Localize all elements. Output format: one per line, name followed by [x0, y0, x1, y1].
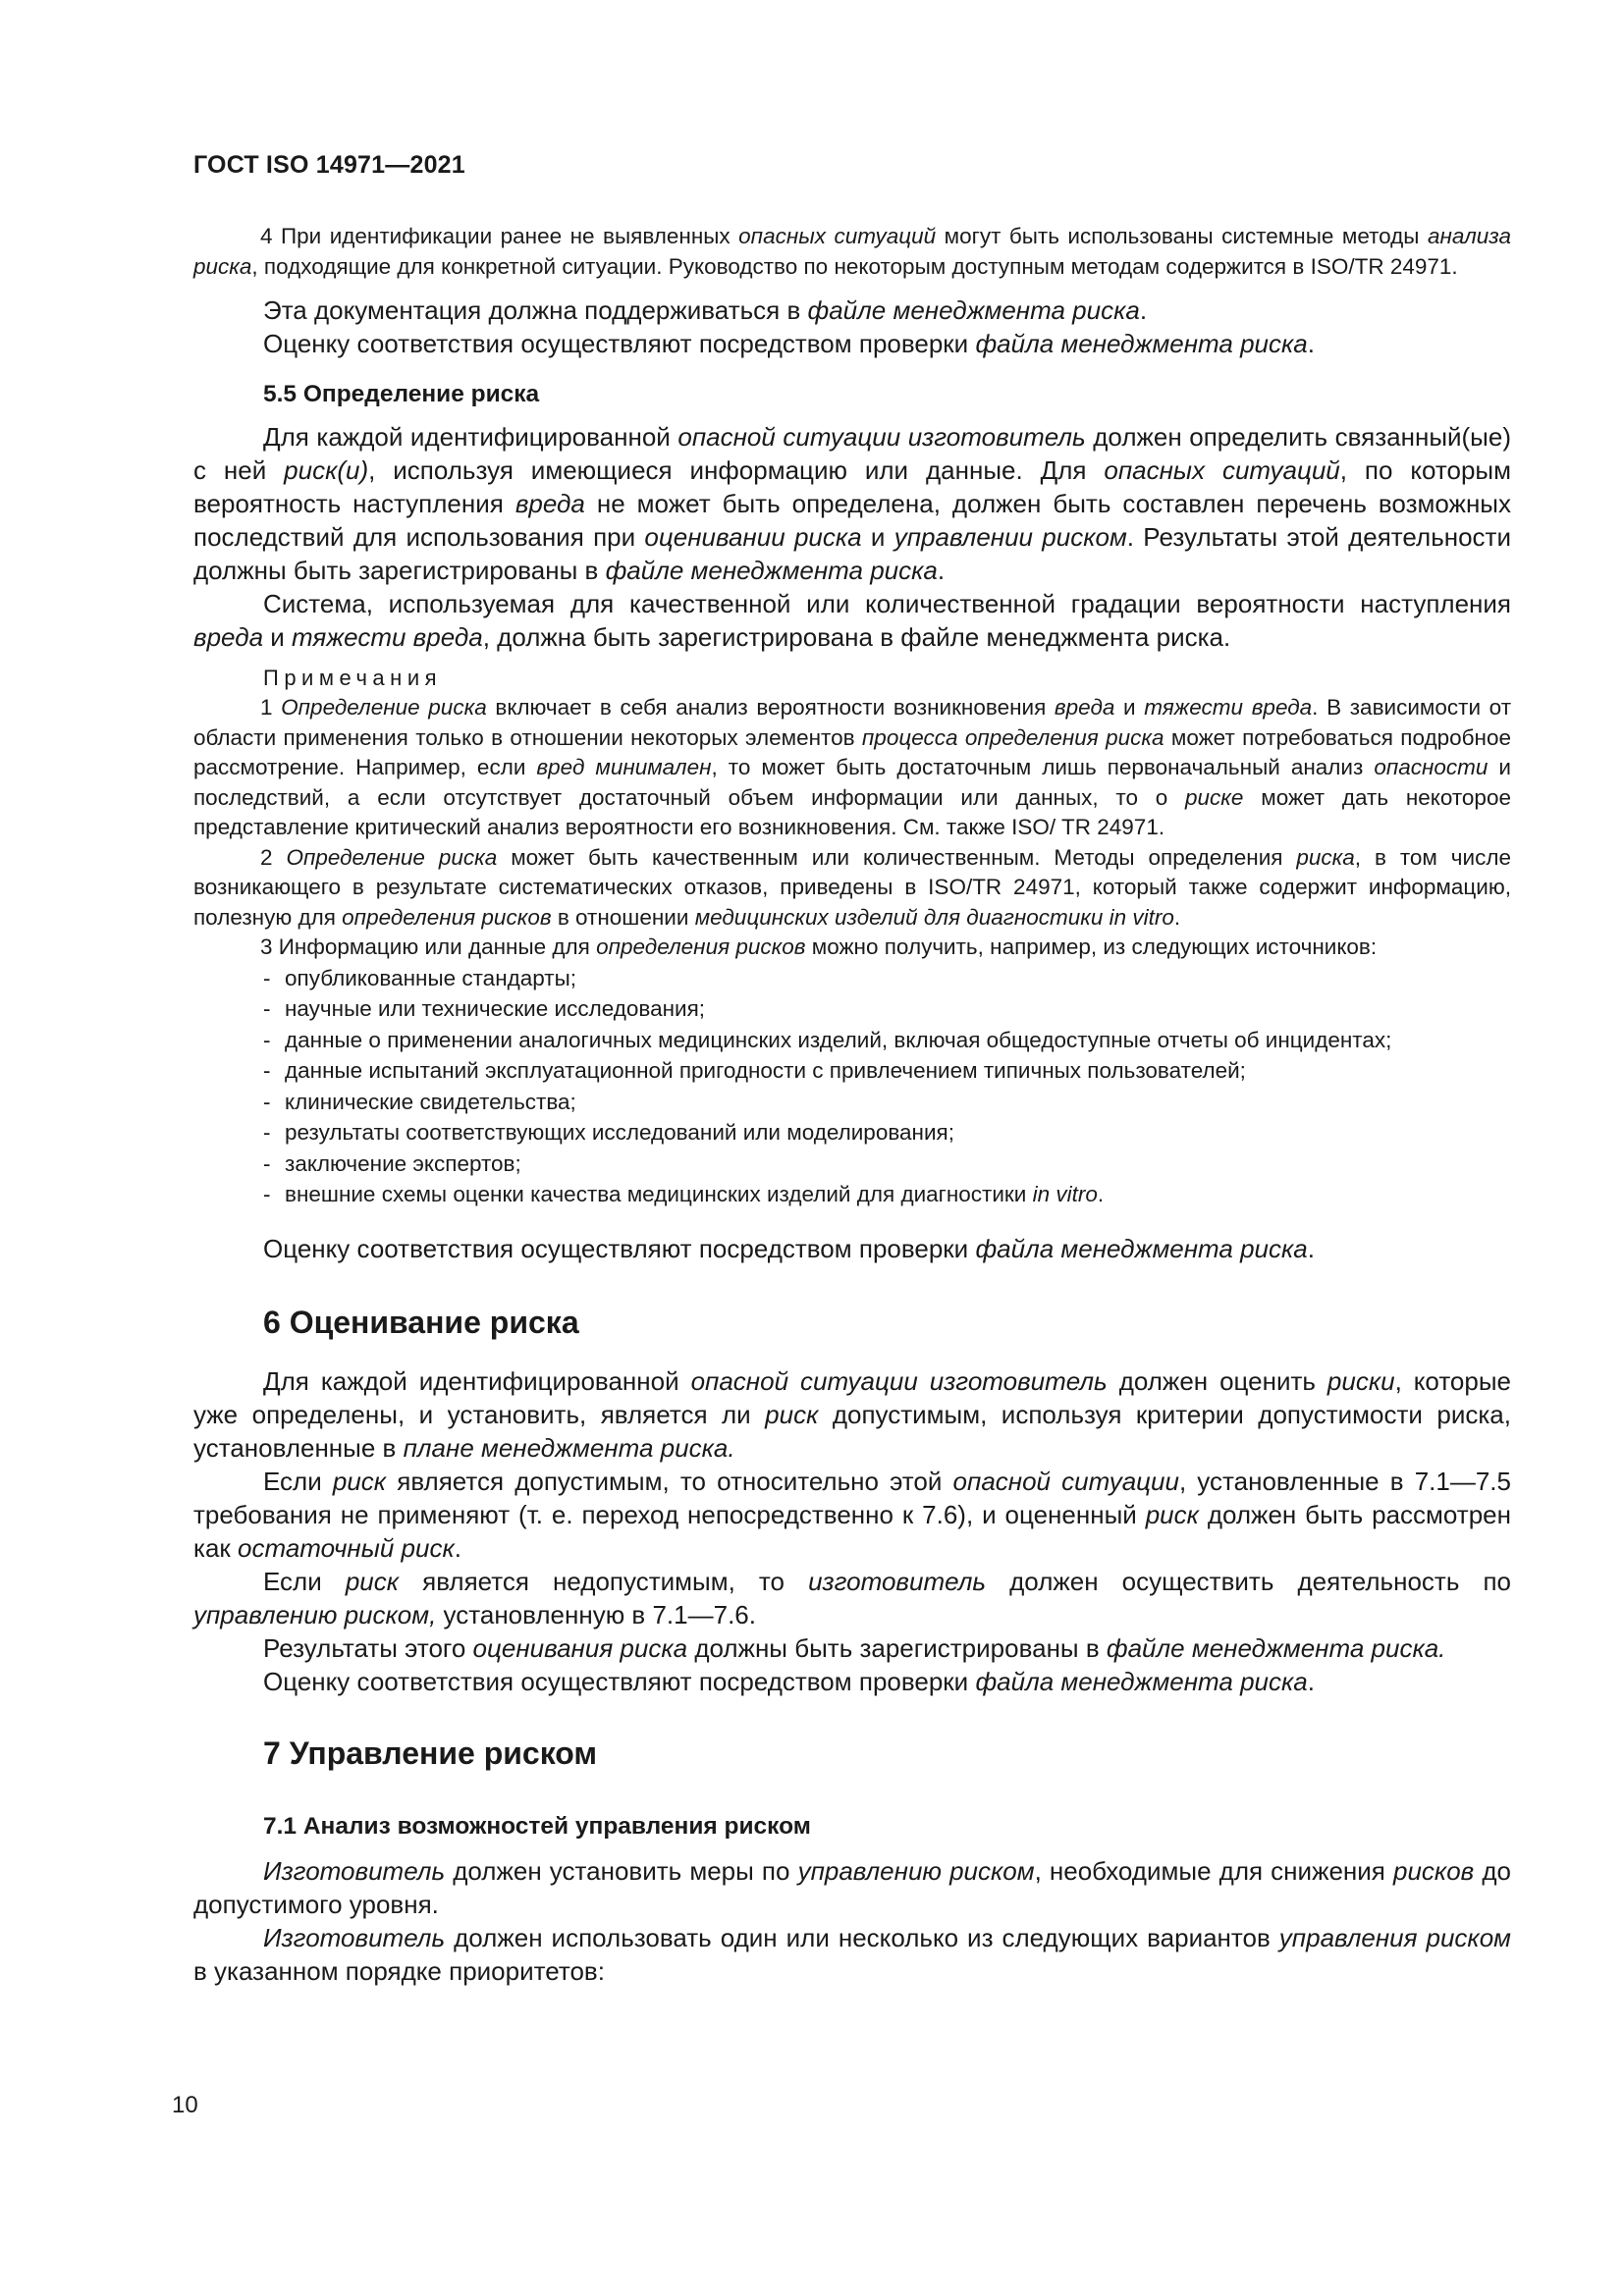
conformity-line-6: Оценку соответствия осуществляют посредством проверки файла менеджмента риска.: [263, 1666, 1315, 1696]
note-1: 1 Определение риска включает в себя анализ вероятности возникновения вреда и тяжести вреда. В зависимости от области применения только в отношении некоторых элементов процесса определения риска может потребоваться подробное рассмотрение. Например, если вред минимален, то может быть достаточным лишь первоначальный анализ опасности и последствий, а если отсутствует достаточный объем информации или данных, то о риске может дать некоторое представление критический анализ вероятности его возникновения. См. также ISO/ TR 24971.: [193, 695, 1512, 839]
section-6-paragraph-4: Результаты этого оценивания риска должны быть зарегистрированы в файле менеджмента риска.: [263, 1632, 1446, 1663]
notes-title: Примечания: [263, 666, 443, 690]
section-7-1-paragraph-2: Изготовитель должен использовать один или несколько из следующих вариантов управления риском в указанном порядке приоритетов:: [193, 1922, 1511, 1986]
list-item: - заключение экспертов;: [263, 1150, 521, 1176]
sources-list: [193, 963, 1511, 1210]
list-item: - внешние схемы оценки качества медицинских изделий для диагностики in vitro.: [263, 1182, 1105, 1206]
section-5-5-paragraph-1: Для каждой идентифицированной опасной ситуации изготовитель должен определить связанный(ые) с ней риск(и), используя имеющиеся информацию или данные. Для опасных ситуаций, по которым вероятность наступления вреда не может быть определена, должен быть составлен перечень возможных последствий для использования при оценивании риска и управлении риском. Результаты этой деятельности должны быть зарегистрированы в файле менеджмента риска.: [193, 422, 1511, 585]
section-6-heading: 6 Оценивание риска: [263, 1304, 579, 1340]
list-item: - научные или технические исследования;: [263, 996, 706, 1021]
page-content: [193, 222, 1511, 1988]
note-4: 4 При идентификации ранее не выявленных опасных ситуаций могут быть использованы системные методы анализа риска, подходящие для конкретной ситуации. Руководство по некоторым доступным методам содержится в ISO/TR 24971.: [193, 224, 1512, 279]
list-item: - результаты соответствующих исследований или моделирования;: [263, 1120, 954, 1145]
conformity-line-55: Оценку соответствия осуществляют посредством проверки файла менеджмента риска.: [263, 1233, 1315, 1263]
list-item: - клинические свидетельства;: [263, 1089, 576, 1114]
documentation-line: Эта документация должна поддерживаться в файле менеджмента риска.: [263, 295, 1148, 325]
section-5-5-paragraph-2: Система, используемая для качественной или количественной градации вероятности наступления вреда и тяжести вреда, должна быть зарегистрирована в файле менеджмента риска.: [193, 589, 1511, 652]
section-5-5-heading: 5.5 Определение риска: [263, 381, 540, 407]
section-7-1-heading: 7.1 Анализ возможностей управления риском: [263, 1812, 811, 1840]
standard-header: ГОСТ ISO 14971—2021: [193, 151, 465, 179]
page-number: 10: [172, 2092, 198, 2118]
conformity-line-54: Оценку соответствия осуществляют посредством проверки файла менеджмента риска.: [263, 329, 1315, 358]
section-7-1-paragraph-1: Изготовитель должен установить меры по управлению риском, необходимые для снижения рисков до допустимого уровня.: [193, 1855, 1511, 1919]
list-item: - данные испытаний эксплуатационной пригодности с привлечением типичных пользователей;: [263, 1058, 1246, 1083]
list-item: - опубликованные стандарты;: [263, 965, 577, 990]
section-6-paragraph-1: Для каждой идентифицированной опасной ситуации изготовитель должен оценить риски, которые уже определены, и установить, является ли риск допустимым, используя критерии допустимости риска, установленные в плане менеджмента риска.: [193, 1365, 1512, 1463]
section-7-heading: 7 Управление риском: [263, 1735, 598, 1771]
section-6-paragraph-3: Если риск является недопустимым, то изготовитель должен осуществить деятельность по управлению риском, установленную в 7.1—7.6.: [193, 1566, 1511, 1629]
list-item: - данные о применении аналогичных медицинских изделий, включая общедоступные отчеты об инцидентах;: [263, 1027, 1392, 1052]
note-2: 2 Определение риска может быть качественным или количественным. Методы определения риска, в том числе возникающего в результате систематических отказов, приведены в ISO/TR 24971, который также содержит информацию, полезную для определения рисков в отношении медицинских изделий для диагностики in vitro.: [193, 844, 1511, 930]
note-3: 3 Информацию или данные для определения рисков можно получить, например, из следующих источников:: [260, 934, 1378, 959]
section-6-paragraph-2: Если риск является допустимым, то относительно этой опасной ситуации, установленные в 7.1—7.5 требования не применяют (т. е. переход непосредственно к 7.6), и оцененный риск должен быть рассмотрен как остаточный риск.: [193, 1466, 1511, 1563]
